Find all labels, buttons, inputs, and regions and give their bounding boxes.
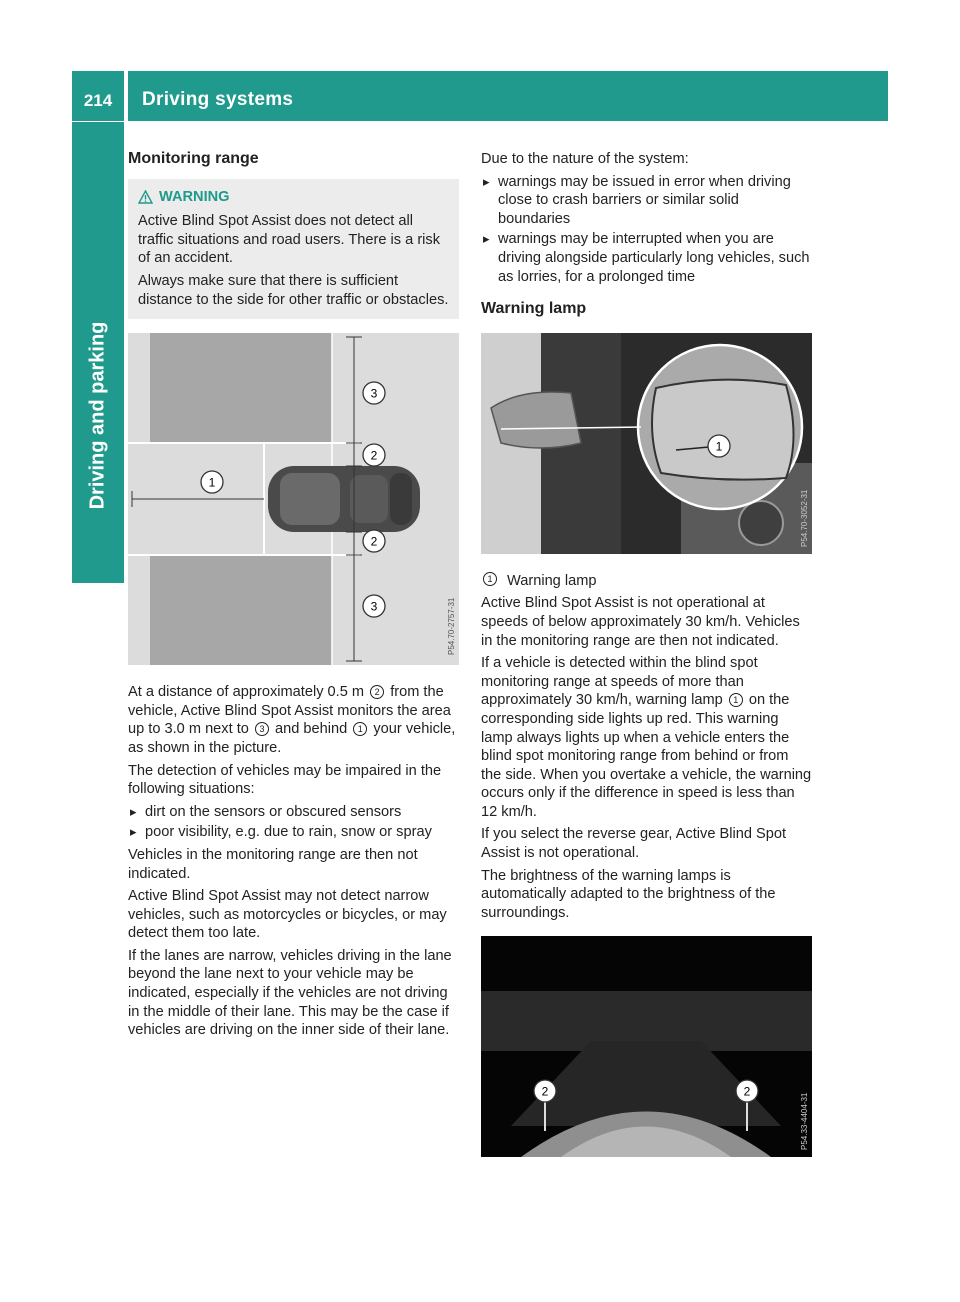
list-item: ▸ poor visibility, e.g. due to rain, snow or spray — [128, 823, 459, 842]
brightness-paragraph: The brightness of the warning lamps is automatically adapted to the brightness of the surroundings. — [481, 867, 776, 921]
chapter-label-text: Driving and parking — [86, 321, 109, 509]
callout-2-lower — [363, 530, 385, 552]
page-header — [72, 71, 888, 121]
detection-warning-paragraph: If a vehicle is detected within the blind spot monitoring range at speeds of more than approximately 30 km/h, warning lamp 1 on the corresponding side lights up red. This warning lamp always lights up when a vehicle enters the blind spot monitoring range from behind or from the side. When you overtake a vehicle, the warning occurs only if the difference in speed is less than 12 km/h. — [481, 655, 812, 820]
svg-text:2: 2 — [743, 1084, 751, 1099]
warning-triangle-icon — [138, 190, 153, 204]
car-top-view — [268, 466, 420, 532]
svg-text:3: 3 — [370, 599, 378, 614]
callout-2-upper — [363, 444, 385, 466]
svg-text:2: 2 — [370, 448, 378, 463]
svg-text:2: 2 — [541, 1084, 549, 1099]
right-column — [481, 150, 812, 1175]
svg-text:2: 2 — [370, 534, 378, 549]
legend-number: 1 — [483, 572, 497, 586]
monitoring-range-diagram — [128, 333, 459, 665]
warning-box — [128, 179, 459, 320]
impairment-list — [128, 803, 459, 842]
warning-lamp-photo — [481, 333, 812, 554]
callout-1 — [708, 435, 730, 457]
list-item: ▸ dirt on the sensors or obscured sensors — [128, 803, 459, 822]
system-nature-intro: Due to the nature of the system: — [481, 151, 689, 167]
svg-text:1: 1 — [208, 475, 216, 490]
not-indicated-paragraph: Vehicles in the monitoring range are then not indicated. — [128, 846, 418, 882]
system-nature-list — [481, 173, 812, 287]
reverse-gear-paragraph: If you select the reverse gear, Active Blind Spot Assist is not operational. — [481, 826, 787, 862]
detection-paragraph: The detection of vehicles may be impaired in the following situations: — [128, 762, 442, 798]
range-paragraph: At a distance of approximately 0.5 m 2 from the vehicle, Active Blind Spot Assist monitors the area up to 3.0 m next to 3 and behind 1 your vehicle, as shown in the picture. — [128, 684, 456, 756]
warning-text-1: Active Blind Spot Assist does not detect all traffic situations and road users. There is a risk of an accident. — [138, 213, 441, 267]
figure-code-2: P54.70-3052-31 — [800, 489, 809, 547]
figure-code-1: P54.70-2757-31 — [447, 597, 456, 656]
warning-title-text: WARNING — [159, 188, 230, 205]
figure-code-3: P54.33-4404-31 — [800, 1093, 809, 1151]
page-number: 214 — [83, 91, 113, 110]
figure-legend — [481, 572, 812, 591]
callout-2-right — [736, 1080, 758, 1102]
chapter-side-label — [72, 270, 124, 560]
callout-1 — [201, 471, 223, 493]
legend-text: Warning lamp — [507, 572, 597, 589]
header-divider — [124, 71, 128, 121]
svg-text:3: 3 — [370, 386, 378, 401]
warning-lamp-heading: Warning lamp — [481, 300, 587, 318]
section-title: Driving systems — [142, 89, 294, 110]
speed-paragraph: Active Blind Spot Assist is not operational at speeds of below approximately 30 km/h. Vehicles in the monitoring range are then not indicated. — [481, 595, 800, 649]
rear-warning-lamps-photo — [481, 936, 812, 1157]
callout-3-lower — [363, 595, 385, 617]
callout-3-upper — [363, 382, 385, 404]
narrow-vehicles-paragraph: Active Blind Spot Assist may not detect narrow vehicles, such as motorcycles or bicycles, or may detect them too late. — [128, 888, 447, 942]
callout-2-left — [534, 1080, 556, 1102]
left-column — [128, 150, 459, 1044]
list-item: ▸ warnings may be interrupted when you are driving alongside particularly long vehicles, such as lorries, for a prolonged time — [481, 230, 812, 286]
monitoring-range-heading: Monitoring range — [128, 150, 259, 167]
warning-text-2: Always make sure that there is sufficient distance to the side for other traffic or obstacles. — [138, 272, 449, 308]
warning-title — [138, 188, 449, 207]
list-item: ▸ warnings may be issued in error when driving close to crash barriers or similar solid boundaries — [481, 173, 812, 229]
narrow-lanes-paragraph: If the lanes are narrow, vehicles driving in the lane beyond the lane next to your vehicle may be indicated, especially if the vehicles are not driving in the middle of their lane. This may be the case if vehicles are driving on the inner side of their lane. — [128, 947, 452, 1039]
svg-text:1: 1 — [715, 439, 723, 454]
